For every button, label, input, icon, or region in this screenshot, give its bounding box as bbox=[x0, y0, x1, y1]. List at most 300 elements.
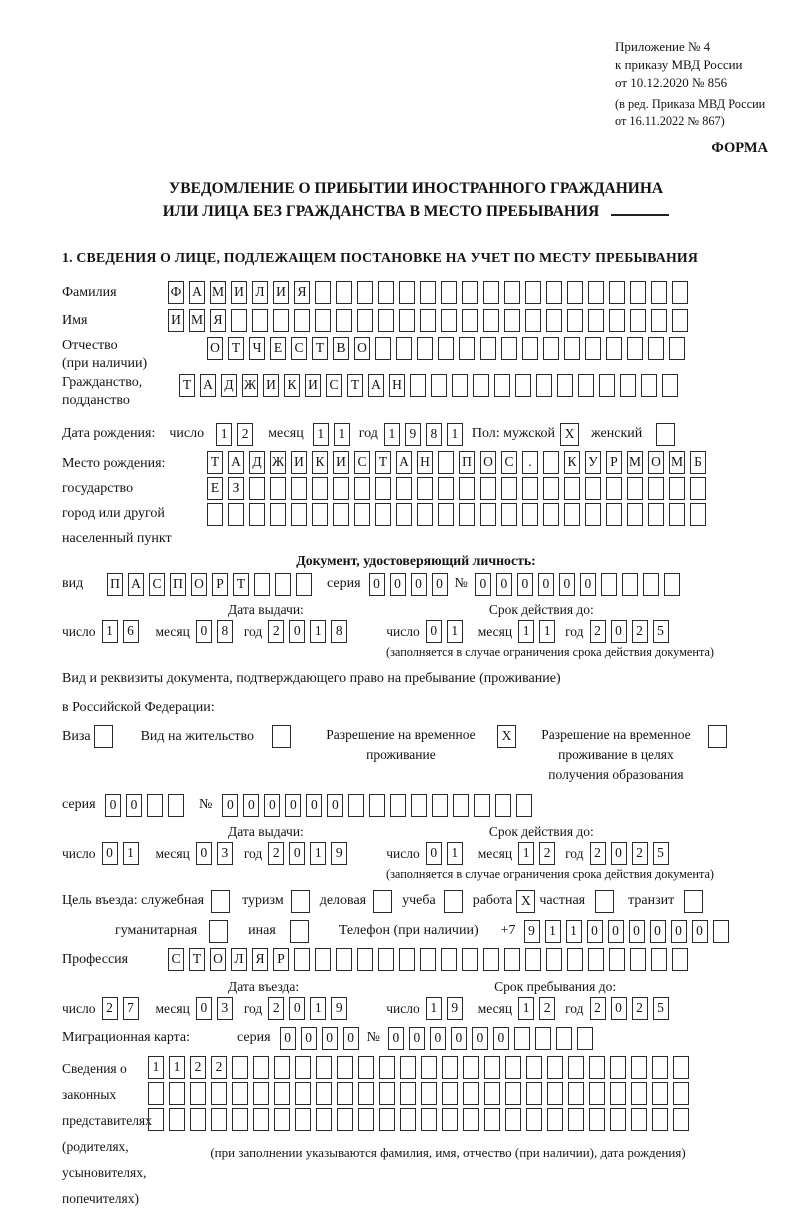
form-cell bbox=[610, 1056, 626, 1079]
form-cell bbox=[274, 1056, 290, 1079]
form-cell: О bbox=[210, 948, 226, 971]
permit-issue-head: Дата выдачи: bbox=[228, 824, 304, 839]
form-cell bbox=[232, 1108, 248, 1131]
form-cell: 1 bbox=[426, 997, 442, 1020]
form-cell bbox=[417, 503, 433, 526]
form-cell bbox=[399, 948, 415, 971]
form-cell bbox=[564, 477, 580, 500]
form-cell bbox=[606, 477, 622, 500]
form-cell: Ф bbox=[168, 281, 184, 304]
form-cell: 0 bbox=[650, 920, 666, 943]
form-cell bbox=[400, 1082, 416, 1105]
title-blank-underline bbox=[611, 202, 669, 216]
form-cell: 0 bbox=[611, 997, 627, 1020]
form-cell: С bbox=[326, 374, 342, 397]
temp-permit-label: Разрешение на временное проживание bbox=[326, 727, 476, 762]
purpose-study-label: учеба bbox=[402, 893, 436, 908]
form-cell: 0 bbox=[538, 573, 554, 596]
form-cell bbox=[474, 794, 490, 817]
form-cell bbox=[631, 1082, 647, 1105]
form-cell bbox=[652, 1056, 668, 1079]
purpose-study-checkbox bbox=[444, 890, 463, 913]
phone-cells bbox=[524, 920, 734, 943]
form-cell bbox=[631, 1056, 647, 1079]
form-cell: 1 bbox=[334, 423, 350, 446]
form-cell: 0 bbox=[289, 842, 305, 865]
doc-issue-head: Дата выдачи: bbox=[228, 602, 304, 617]
form-cell bbox=[480, 477, 496, 500]
form-cell bbox=[504, 309, 520, 332]
form-cell: Р bbox=[273, 948, 289, 971]
form-cell bbox=[484, 1082, 500, 1105]
profession-label: Профессия bbox=[62, 952, 129, 967]
form-cell: М bbox=[669, 451, 685, 474]
form-cell bbox=[669, 337, 685, 360]
form-cell: Я bbox=[210, 309, 226, 332]
form-cell: 0 bbox=[451, 1027, 467, 1050]
purpose-tourism-label: туризм bbox=[242, 893, 284, 908]
purpose-official-checkbox bbox=[211, 890, 230, 913]
form-cell bbox=[504, 281, 520, 304]
entry-purpose-label: Цель въезда: служебная bbox=[62, 893, 205, 908]
form-cell: 0 bbox=[426, 842, 442, 865]
representatives-block bbox=[62, 1056, 770, 1212]
form-cell bbox=[375, 503, 391, 526]
form-cell bbox=[610, 1082, 626, 1105]
form-cell: С bbox=[354, 451, 370, 474]
form-cell bbox=[585, 337, 601, 360]
doc-issue-year-cells bbox=[268, 620, 352, 643]
form-cell bbox=[357, 281, 373, 304]
form-cell bbox=[421, 1082, 437, 1105]
permit-issue-year-cells bbox=[268, 842, 352, 865]
form-cell bbox=[253, 1108, 269, 1131]
form-cell bbox=[295, 1108, 311, 1131]
form-cell bbox=[578, 374, 594, 397]
form-cell: 2 bbox=[590, 842, 606, 865]
visa-label: Виза bbox=[62, 729, 91, 744]
stay-month-cells bbox=[518, 997, 560, 1020]
form-cell bbox=[567, 281, 583, 304]
form-cell bbox=[515, 374, 531, 397]
form-cell bbox=[564, 503, 580, 526]
form-cell bbox=[525, 309, 541, 332]
form-cell bbox=[543, 451, 559, 474]
permit-date-heads bbox=[62, 824, 770, 840]
form-cell: К bbox=[312, 451, 328, 474]
form-cell bbox=[599, 374, 615, 397]
form-cell: 0 bbox=[196, 997, 212, 1020]
form-cell: А bbox=[200, 374, 216, 397]
form-cell bbox=[463, 1108, 479, 1131]
form-cell: З bbox=[228, 477, 244, 500]
form-cell bbox=[609, 309, 625, 332]
form-cell bbox=[396, 503, 412, 526]
form-cell: 0 bbox=[493, 1027, 509, 1050]
forma-label: ФОРМА bbox=[711, 140, 768, 156]
form-cell bbox=[315, 948, 331, 971]
form-cell bbox=[630, 309, 646, 332]
form-cell: 0 bbox=[301, 1027, 317, 1050]
form-cell bbox=[547, 1056, 563, 1079]
form-cell: О bbox=[480, 451, 496, 474]
form-cell bbox=[585, 503, 601, 526]
birth-month-cells bbox=[313, 423, 355, 446]
form-cell: Т bbox=[233, 573, 249, 596]
form-cell: Л bbox=[252, 281, 268, 304]
section1-heading: 1. СВЕДЕНИЯ О ЛИЦЕ, ПОДЛЕЖАЩЕМ ПОСТАНОВКЕ НА УЧЕТ ПО МЕСТУ ПРЕБЫВАНИЯ bbox=[62, 250, 699, 265]
form-cell: У bbox=[585, 451, 601, 474]
form-cell: А bbox=[368, 374, 384, 397]
form-cell bbox=[357, 309, 373, 332]
form-cell: 0 bbox=[472, 1027, 488, 1050]
profession-cells bbox=[168, 948, 693, 971]
patronymic-cells bbox=[207, 337, 690, 360]
form-cell bbox=[516, 794, 532, 817]
form-cell bbox=[462, 948, 478, 971]
form-cell bbox=[568, 1082, 584, 1105]
form-cell: С bbox=[168, 948, 184, 971]
form-cell bbox=[556, 1027, 572, 1050]
purpose-other-label: иная bbox=[248, 923, 276, 938]
form-cell bbox=[672, 309, 688, 332]
stay-day-cells bbox=[426, 997, 468, 1020]
form-cell bbox=[459, 503, 475, 526]
form-cell bbox=[459, 477, 475, 500]
form-cell: О bbox=[354, 337, 370, 360]
form-cell: И bbox=[333, 451, 349, 474]
form-cell bbox=[378, 948, 394, 971]
form-cell bbox=[546, 281, 562, 304]
doc-series-label: серия bbox=[327, 576, 361, 591]
form-cell bbox=[484, 1056, 500, 1079]
doc-series-cells bbox=[369, 573, 453, 596]
permit-series-cells bbox=[105, 794, 189, 817]
representatives-cells-2 bbox=[148, 1082, 748, 1105]
form-cell: 1 bbox=[518, 842, 534, 865]
form-cell bbox=[337, 1082, 353, 1105]
form-cell bbox=[567, 948, 583, 971]
form-cell bbox=[253, 1082, 269, 1105]
form-cell bbox=[315, 309, 331, 332]
form-cell bbox=[399, 281, 415, 304]
entry-day-cells bbox=[102, 997, 144, 1020]
form-cell: Ч bbox=[249, 337, 265, 360]
form-cell bbox=[648, 477, 664, 500]
form-cell bbox=[336, 948, 352, 971]
form-cell bbox=[627, 477, 643, 500]
form-cell bbox=[295, 1056, 311, 1079]
form-cell: 2 bbox=[539, 842, 555, 865]
form-cell bbox=[442, 1108, 458, 1131]
form-cell: 8 bbox=[426, 423, 442, 446]
form-cell: 2 bbox=[211, 1056, 227, 1079]
form-cell: 1 bbox=[313, 423, 329, 446]
form-cell bbox=[231, 309, 247, 332]
form-cell: 0 bbox=[692, 920, 708, 943]
residence-type-row bbox=[62, 725, 770, 785]
form-cell bbox=[169, 1108, 185, 1131]
permit-date-row: число 0 1 месяц 0 3 год 2 0 1 9 число 0 1 месяц 1 2 год 2 0 2 5 bbox=[62, 842, 770, 865]
form-cell bbox=[669, 477, 685, 500]
form-cell bbox=[690, 477, 706, 500]
form-cell bbox=[295, 1082, 311, 1105]
form-cell: 1 bbox=[545, 920, 561, 943]
form-cell bbox=[337, 1056, 353, 1079]
form-cell bbox=[505, 1108, 521, 1131]
form-cell: 0 bbox=[388, 1027, 404, 1050]
form-cell bbox=[567, 309, 583, 332]
citizenship-label: Гражданство, подданство bbox=[62, 375, 143, 408]
edition-line: от 16.11.2022 № 867) bbox=[615, 114, 725, 128]
form-cell: Д bbox=[249, 451, 265, 474]
form-cell: Н bbox=[417, 451, 433, 474]
residence-permit-label: Вид на жительство bbox=[140, 729, 254, 744]
form-cell: М bbox=[627, 451, 643, 474]
purpose-private-label: частная bbox=[539, 893, 586, 908]
form-cell bbox=[525, 281, 541, 304]
form-cell bbox=[438, 503, 454, 526]
doc-issue-day-cells bbox=[102, 620, 144, 643]
form-cell bbox=[336, 281, 352, 304]
purpose-humanitarian-label: гуманитарная bbox=[115, 923, 198, 938]
form-cell: 1 bbox=[447, 620, 463, 643]
entry-date-head: Дата въезда: bbox=[228, 979, 300, 994]
form-cell bbox=[315, 281, 331, 304]
form-cell: Т bbox=[179, 374, 195, 397]
form-cell: Т bbox=[207, 451, 223, 474]
form-cell: Я bbox=[294, 281, 310, 304]
form-cell bbox=[333, 503, 349, 526]
birth-place-cells-1 bbox=[207, 451, 711, 474]
form-cell bbox=[452, 374, 468, 397]
purpose-business-checkbox bbox=[373, 890, 392, 913]
form-cell: 0 bbox=[629, 920, 645, 943]
birth-day-cells bbox=[216, 423, 258, 446]
form-cell: 1 bbox=[123, 842, 139, 865]
form-cell bbox=[379, 1056, 395, 1079]
form-cell bbox=[396, 337, 412, 360]
permit-number-cells bbox=[222, 794, 537, 817]
form-cell bbox=[252, 309, 268, 332]
form-cell: 0 bbox=[559, 573, 575, 596]
birth-place-rows bbox=[207, 451, 711, 529]
form-cell bbox=[546, 309, 562, 332]
birth-date-label: Дата рождения: bbox=[62, 426, 156, 441]
form-cell bbox=[652, 1108, 668, 1131]
form-cell: 2 bbox=[539, 997, 555, 1020]
form-cell bbox=[483, 948, 499, 971]
form-cell bbox=[378, 309, 394, 332]
visa-checkbox bbox=[94, 725, 113, 748]
doc-valid-month-cells bbox=[518, 620, 560, 643]
form-cell bbox=[543, 337, 559, 360]
form-cell: О bbox=[648, 451, 664, 474]
doc-kind-cells bbox=[107, 573, 317, 596]
form-cell: 2 bbox=[268, 997, 284, 1020]
form-cell: 5 bbox=[653, 842, 669, 865]
birth-place-cells-2 bbox=[207, 477, 711, 500]
form-cell: 1 bbox=[169, 1056, 185, 1079]
form-cell bbox=[316, 1108, 332, 1131]
form-cell bbox=[421, 1056, 437, 1079]
form-cell: 1 bbox=[310, 620, 326, 643]
form-cell: 0 bbox=[322, 1027, 338, 1050]
form-cell bbox=[627, 503, 643, 526]
permit-valid-note: (заполняется в случае ограничения срока действия документа) bbox=[385, 867, 715, 881]
migration-series-cells bbox=[280, 1027, 364, 1050]
form-cell: Е bbox=[207, 477, 223, 500]
title-line-2: ИЛИ ЛИЦА БЕЗ ГРАЖДАНСТВА В МЕСТО ПРЕБЫВАНИЯ bbox=[62, 200, 770, 223]
form-cell: 0 bbox=[289, 620, 305, 643]
citizenship-row bbox=[62, 374, 770, 411]
form-cell bbox=[207, 503, 223, 526]
identity-doc-row bbox=[62, 572, 770, 596]
form-cell bbox=[501, 503, 517, 526]
form-cell: К bbox=[564, 451, 580, 474]
form-cell bbox=[588, 309, 604, 332]
form-cell: И bbox=[305, 374, 321, 397]
form-cell bbox=[564, 337, 580, 360]
form-cell bbox=[211, 1082, 227, 1105]
permit-issue-day-cells bbox=[102, 842, 144, 865]
form-cell: 2 bbox=[237, 423, 253, 446]
form-cell bbox=[547, 1082, 563, 1105]
form-cell: 9 bbox=[447, 997, 463, 1020]
form-cell: 9 bbox=[331, 842, 347, 865]
form-cell bbox=[480, 503, 496, 526]
form-cell bbox=[535, 1027, 551, 1050]
purpose-business-label: деловая bbox=[319, 893, 367, 908]
entry-month-cells bbox=[196, 997, 238, 1020]
form-cell bbox=[232, 1056, 248, 1079]
form-cell: 0 bbox=[280, 1027, 296, 1050]
birth-year-cells bbox=[384, 423, 468, 446]
form-cell: 0 bbox=[587, 920, 603, 943]
form-cell bbox=[589, 1108, 605, 1131]
form-cell bbox=[547, 1108, 563, 1131]
doc-valid-note: (заполняется в случае ограничения срока действия документа) bbox=[385, 645, 715, 659]
form-cell bbox=[462, 309, 478, 332]
form-cell bbox=[190, 1082, 206, 1105]
birth-place-label: Место рождения: государство город или другой населенный пункт bbox=[62, 456, 172, 546]
birth-place-cells-3 bbox=[207, 503, 711, 526]
form-cell bbox=[669, 503, 685, 526]
form-cell: 1 bbox=[216, 423, 232, 446]
form-cell bbox=[673, 1108, 689, 1131]
form-cell bbox=[399, 309, 415, 332]
form-cell: М bbox=[189, 309, 205, 332]
form-cell: 1 bbox=[447, 842, 463, 865]
form-cell bbox=[651, 948, 667, 971]
form-cell bbox=[526, 1108, 542, 1131]
form-cell bbox=[690, 503, 706, 526]
birth-place-block bbox=[62, 451, 770, 551]
representatives-note: (при заполнении указываются фамилия, имя, отчество (при наличии), дата рождения) bbox=[210, 1145, 686, 1160]
doc-date-heads bbox=[62, 602, 770, 618]
form-cell bbox=[270, 477, 286, 500]
form-cell bbox=[648, 503, 664, 526]
form-cell: 0 bbox=[243, 794, 259, 817]
form-cell bbox=[652, 1082, 668, 1105]
form-cell bbox=[442, 1056, 458, 1079]
form-cell bbox=[148, 1108, 164, 1131]
form-cell bbox=[651, 281, 667, 304]
form-cell: 1 bbox=[566, 920, 582, 943]
form-cell bbox=[589, 1056, 605, 1079]
form-cell bbox=[312, 477, 328, 500]
form-cell bbox=[316, 1056, 332, 1079]
form-cell bbox=[462, 281, 478, 304]
migration-number-cells bbox=[388, 1027, 598, 1050]
form-cell bbox=[358, 1108, 374, 1131]
permit-valid-month-cells bbox=[518, 842, 560, 865]
form-cell: 2 bbox=[268, 620, 284, 643]
form-cell bbox=[337, 1108, 353, 1131]
form-cell bbox=[630, 948, 646, 971]
form-cell bbox=[463, 1082, 479, 1105]
form-cell bbox=[588, 948, 604, 971]
appendix-line: к приказу МВД России bbox=[615, 57, 743, 72]
doc-number-label: № bbox=[454, 576, 468, 591]
form-cell: А bbox=[128, 573, 144, 596]
sex-male-checkbox: X bbox=[560, 423, 579, 446]
form-cell bbox=[673, 1056, 689, 1079]
doc-number-cells bbox=[475, 573, 685, 596]
form-cell: 2 bbox=[632, 842, 648, 865]
patronymic-label: Отчество (при наличии) bbox=[62, 338, 148, 371]
form-cell bbox=[601, 573, 617, 596]
form-cell bbox=[190, 1108, 206, 1131]
entry-date-heads bbox=[62, 979, 770, 995]
form-cell bbox=[620, 374, 636, 397]
form-cell: 0 bbox=[611, 620, 627, 643]
form-cell bbox=[438, 337, 454, 360]
form-cell bbox=[664, 573, 680, 596]
form-cell: И bbox=[168, 309, 184, 332]
form-cell: Т bbox=[375, 451, 391, 474]
form-cell: 0 bbox=[369, 573, 385, 596]
doc-kind-label: вид bbox=[62, 576, 84, 591]
form-cell bbox=[294, 309, 310, 332]
form-cell bbox=[296, 573, 312, 596]
form-cell: О bbox=[191, 573, 207, 596]
form-cell: 0 bbox=[264, 794, 280, 817]
form-cell: П bbox=[459, 451, 475, 474]
form-cell bbox=[483, 281, 499, 304]
form-cell: Б bbox=[690, 451, 706, 474]
title-line-1: УВЕДОМЛЕНИЕ О ПРИБЫТИИ ИНОСТРАННОГО ГРАЖДАНИНА bbox=[168, 180, 664, 197]
form-cell: Ж bbox=[270, 451, 286, 474]
form-cell: 9 bbox=[331, 997, 347, 1020]
form-cell bbox=[610, 1108, 626, 1131]
form-cell bbox=[312, 503, 328, 526]
permit-series-row bbox=[62, 793, 770, 817]
form-cell bbox=[463, 1056, 479, 1079]
form-cell bbox=[396, 477, 412, 500]
form-cell: С bbox=[149, 573, 165, 596]
form-cell bbox=[494, 374, 510, 397]
profession-row bbox=[62, 948, 770, 972]
sex-female-checkbox bbox=[656, 423, 675, 446]
form-cell bbox=[505, 1082, 521, 1105]
form-cell: 1 bbox=[384, 423, 400, 446]
form-cell bbox=[514, 1027, 530, 1050]
form-cell: 0 bbox=[496, 573, 512, 596]
form-cell bbox=[585, 477, 601, 500]
form-cell: 0 bbox=[517, 573, 533, 596]
form-cell: И bbox=[273, 281, 289, 304]
